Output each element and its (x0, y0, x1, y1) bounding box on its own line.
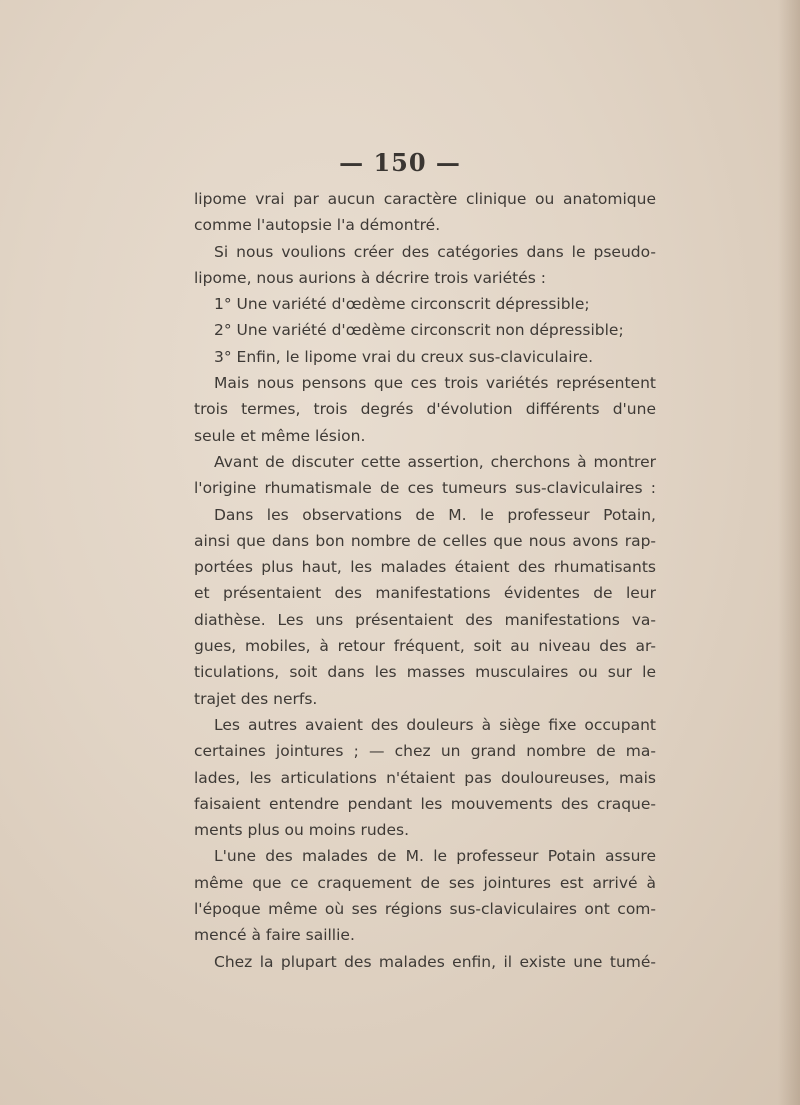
text-line: comme l'autopsie l'a démontré. (194, 216, 441, 235)
text-line: Si nous voulions créer des catégories dans le pseudo- (214, 242, 656, 261)
text-line: ticulations, soit dans les masses musculaires ou sur le (194, 663, 656, 682)
text-line: lipome, nous aurions à décrire trois variétés : (194, 268, 546, 287)
text-line: 2° Une variété d'œdème circonscrit non dépressible; (214, 321, 624, 340)
text-line: portées plus haut, les malades étaient des rhumatisants (194, 558, 656, 577)
text-line: lades, les articulations n'étaient pas douloureuses, mais (194, 768, 656, 787)
text-line: l'époque même où ses régions sus-claviculaires ont com- (194, 900, 656, 919)
text-line: ments plus ou moins rudes. (194, 821, 410, 840)
text-line: mencé à faire saillie. (194, 926, 355, 945)
text-line: certaines jointures ; — chez un grand nombre de ma- (194, 742, 656, 761)
text-line: Dans les observations de M. le professeur Potain, (214, 505, 656, 524)
text-line: gues, mobiles, à retour fréquent, soit au niveau des ar- (194, 637, 656, 656)
text-line: trois termes, trois degrés d'évolution différents d'une (194, 400, 656, 419)
page-number: — 150 — (339, 148, 461, 177)
text-line: ainsi que dans bon nombre de celles que nous avons rap- (194, 531, 656, 550)
body-text (194, 186, 656, 975)
text-line: Chez la plupart des malades enfin, il existe une tumé- (214, 952, 656, 971)
text-line: et présentaient des manifestations évidentes de leur (194, 584, 656, 603)
text-line: même que ce craquement de ses jointures est arrivé à (194, 873, 656, 892)
text-line: Les autres avaient des douleurs à siège fixe occupant (214, 715, 656, 734)
text-line: seule et même lésion. (194, 426, 366, 445)
text-line: diathèse. Les uns présentaient des manifestations va- (194, 610, 656, 629)
text-line: L'une des malades de M. le professeur Potain assure (214, 847, 656, 866)
text-line: lipome vrai par aucun caractère clinique ou anatomique (194, 190, 656, 208)
text-line: faisaient entendre pendant les mouvements des craque- (194, 794, 656, 813)
text-line: l'origine rhumatismale de ces tumeurs sus-claviculaires : (194, 479, 656, 498)
text-line: 1° Une variété d'œdème circonscrit dépressible; (214, 295, 590, 314)
text-line: trajet des nerfs. (194, 689, 318, 708)
text-line: Mais nous pensons que ces trois variétés représentent (214, 374, 656, 393)
text-line: Avant de discuter cette assertion, cherchons à montrer (214, 452, 656, 471)
text-line: 3° Enfin, le lipome vrai du creux sus-claviculaire. (214, 347, 594, 366)
